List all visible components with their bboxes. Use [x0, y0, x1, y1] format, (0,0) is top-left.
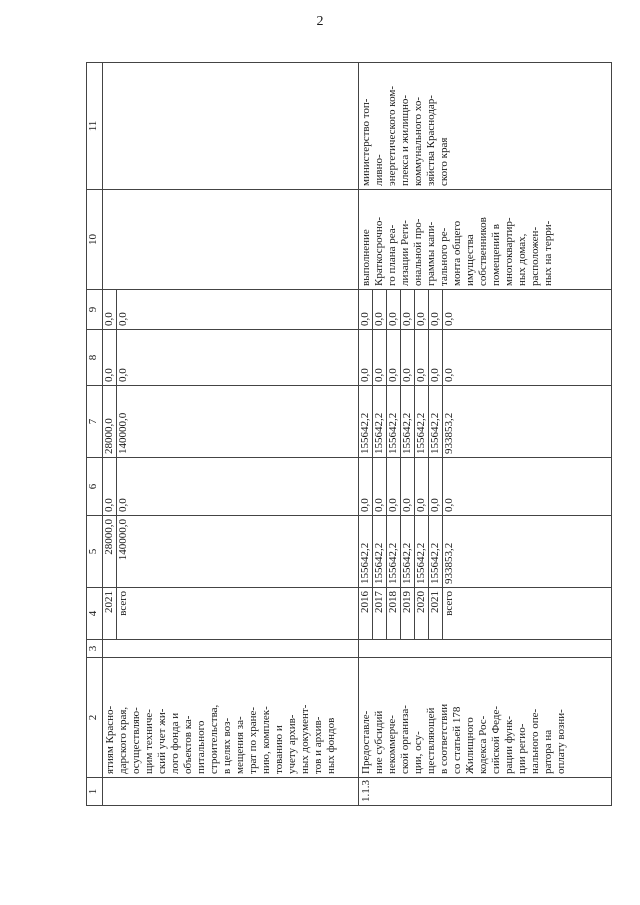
cell-col9: 0,0 0,0 [103, 290, 359, 330]
cell-empty-10 [103, 190, 359, 290]
cell-col5: 155642,2 155642,2 155642,2 155642,2 155642,2 155642,2 933853,2 [359, 516, 612, 588]
cell-code: 1.1.3 [359, 778, 612, 806]
cell-code-empty [103, 778, 359, 806]
program-table [86, 62, 612, 806]
cell-col6: 0,0 0,0 0,0 0,0 0,0 0,0 0,0 [359, 458, 612, 516]
table-row-continued [103, 63, 359, 806]
cell-col9: 0,0 0,0 0,0 0,0 0,0 0,0 0,0 [359, 290, 612, 330]
rotated-table-sheet [86, 63, 612, 806]
cell-years: 2021 всего [103, 588, 359, 640]
col-header-2: 2 [87, 658, 103, 778]
cell-col8: 0,0 0,0 0,0 0,0 0,0 0,0 0,0 [359, 330, 612, 386]
cell-empty-3 [359, 640, 612, 658]
header-row [87, 63, 103, 806]
table-row-1-1-3 [359, 63, 612, 806]
col-header-10: 10 [87, 190, 103, 290]
cell-empty-3 [103, 640, 359, 658]
cell-empty-11 [103, 63, 359, 190]
cell-responsible: министерство топ- ливно- энергетического ком- плекса и жилищно- коммунального хо- зяйства Краснодар- ского края [359, 63, 612, 190]
col-header-1: 1 [87, 778, 103, 806]
cell-years: 2016 2017 2018 2019 2020 2021 всего [359, 588, 612, 640]
col-header-11: 11 [87, 63, 103, 190]
cell-result: выполнение Краткосрочно- го плана реа- лизации Реги- ональной про- граммы капи- тального ре- монта общего имущества собственников помещений в многоквартир- ных домах, расположен- ных на терри- [359, 190, 612, 290]
col-header-7: 7 [87, 386, 103, 458]
col-header-3: 3 [87, 640, 103, 658]
cell-description: Предоставле- ние субсидий некоммерче- ской организа- ции, осу- ществляющей в соответствии со статьей 178 Жилищного кодекса Рос- сийской Феде- рации функ- ции регио- нального опе- ратора на оплату возни- [359, 658, 612, 778]
page-number: 2 [316, 14, 324, 29]
col-header-4: 4 [87, 588, 103, 640]
cell-col5: 28000,0 140000,0 [103, 516, 359, 588]
cell-col7: 28000,0 140000,0 [103, 386, 359, 458]
cell-description: ятиям Красно- дарского края, осуществляю- щим техниче- ский учет жи- лого фонда и объектов ка- питального строительства, в целях воз- мещения за- трат по хране- нию, комплек- тованию и учету архив- ных документ- тов и архив- ных фондов [103, 658, 359, 778]
col-header-5: 5 [87, 516, 103, 588]
cell-col8: 0,0 0,0 [103, 330, 359, 386]
col-header-9: 9 [87, 290, 103, 330]
cell-col7: 155642,2 155642,2 155642,2 155642,2 155642,2 155642,2 933853,2 [359, 386, 612, 458]
col-header-6: 6 [87, 458, 103, 516]
col-header-8: 8 [87, 330, 103, 386]
cell-col6: 0,0 0,0 [103, 458, 359, 516]
